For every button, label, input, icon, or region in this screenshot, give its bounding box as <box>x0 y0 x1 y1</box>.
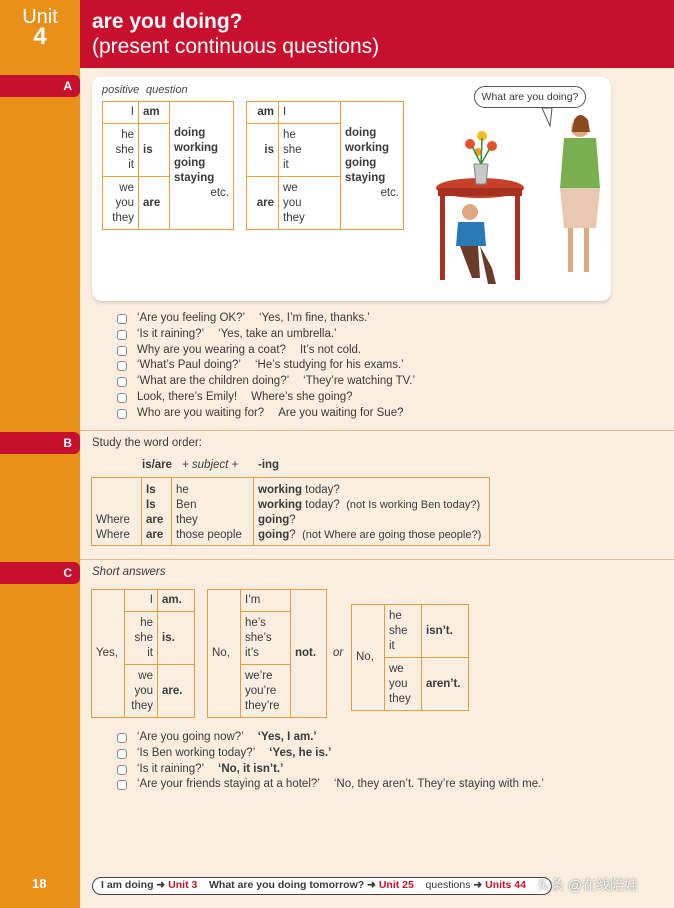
ing-word: going <box>258 529 290 541</box>
section-b-intro: Study the word order: <box>92 437 202 449</box>
checkbox[interactable] <box>117 409 127 419</box>
watermark: 头条 @在线陪娃 <box>536 877 639 893</box>
example-answer: ‘Yes, I’m fine, thanks.’ <box>259 312 370 324</box>
unit-badge <box>0 0 80 68</box>
list-item <box>117 777 544 793</box>
not-cell: not. <box>291 590 327 718</box>
subject-cell <box>385 658 422 711</box>
subject-item: they <box>176 514 198 526</box>
example-answer: ‘No, they aren’t. They’re staying with me.’ <box>333 778 544 791</box>
subject-item: he <box>140 616 153 629</box>
pattern-ing: -ing <box>258 459 280 471</box>
checkbox[interactable] <box>117 780 127 790</box>
wh-cell <box>92 478 142 546</box>
verb-item: staying <box>174 172 215 184</box>
list-item <box>117 746 544 762</box>
subject-cell <box>125 612 158 665</box>
checkbox[interactable] <box>117 749 127 759</box>
subject-cell <box>279 177 341 230</box>
example-answer: ‘He’s studying for his exams.’ <box>255 359 404 372</box>
man-drawing <box>456 204 496 284</box>
rest-text: ? <box>289 514 296 526</box>
contraction-item: we’re <box>245 669 273 682</box>
list-item <box>117 762 544 778</box>
subject-item: he <box>176 484 189 496</box>
section-a-examples <box>117 311 415 422</box>
no-cell: No, <box>352 605 385 711</box>
ing-row <box>258 483 485 498</box>
verb-cell: is <box>139 124 170 177</box>
unit-number: 4 <box>33 23 47 50</box>
pattern-isare: is/are <box>142 459 173 471</box>
page-number: 18 <box>32 876 47 891</box>
section-tab-c: C <box>0 562 80 584</box>
contraction-cell <box>241 665 291 718</box>
checkbox[interactable] <box>117 377 127 387</box>
list-item <box>117 327 415 343</box>
verb-item: working <box>174 142 219 154</box>
checkbox[interactable] <box>117 346 127 356</box>
subject-item: it <box>283 158 289 171</box>
ing-word: going <box>258 514 290 526</box>
subject-cell: I <box>103 102 139 124</box>
checkbox[interactable] <box>117 393 127 403</box>
subject-item: we <box>283 181 298 194</box>
wh-item: Where <box>96 514 130 526</box>
title-bar <box>80 0 674 68</box>
section-c-examples <box>117 730 544 793</box>
subject-cell: I <box>125 590 158 612</box>
subject-item: we <box>138 669 153 682</box>
checkbox[interactable] <box>117 314 127 324</box>
example-question: ‘What’s Paul doing?’ <box>137 359 241 372</box>
ref-link[interactable]: Unit 25 <box>378 879 414 891</box>
subject-cell <box>103 124 139 177</box>
speech-bubble: What are you doing? <box>474 86 586 108</box>
subject-cell: I <box>279 102 341 124</box>
checkbox[interactable] <box>117 765 127 775</box>
example-answer: ‘Yes, he is.’ <box>269 746 332 759</box>
verb-cell: am <box>247 102 279 124</box>
subject-item: she <box>134 631 153 644</box>
contraction-item: it’s <box>245 646 259 659</box>
ref-text: I am doing <box>101 879 154 891</box>
unit-word: Unit <box>22 6 58 28</box>
subject-item: it <box>389 639 395 652</box>
ing-cell <box>254 478 490 546</box>
question-table <box>246 101 404 230</box>
example-answer: ‘Yes, take an umbrella.’ <box>218 327 337 340</box>
ing-row <box>258 528 485 543</box>
no-negative-table <box>351 604 469 711</box>
verb-cell: is <box>247 124 279 177</box>
rest-text: today? <box>305 484 340 496</box>
contraction-item: he’s <box>245 616 266 629</box>
yes-cell: Yes, <box>92 590 125 718</box>
or-label: or <box>333 647 344 659</box>
rest-text: ? <box>289 529 296 541</box>
no-cell: No, <box>208 590 241 718</box>
checkbox[interactable] <box>117 330 127 340</box>
verb-cell: am. <box>158 590 195 612</box>
subject-cell <box>385 605 422 658</box>
subject-item: we <box>389 662 404 675</box>
example-answer: Where’s she going? <box>251 390 353 403</box>
ref-link[interactable]: Units 44 <box>485 879 526 891</box>
ref-link[interactable]: Unit 3 <box>168 879 198 891</box>
question-heading: question <box>146 84 188 96</box>
example-question: ‘What are the children doing?’ <box>137 375 290 388</box>
list-item <box>117 358 415 374</box>
example-question: ‘Is Ben working today?’ <box>137 746 256 759</box>
verb-cell: aren’t. <box>422 658 469 711</box>
verb-item: Is <box>146 484 156 496</box>
ing-word: working <box>258 484 303 496</box>
cross-reference-bar <box>92 877 552 895</box>
contraction-item: you’re <box>245 684 277 697</box>
verb-item: are <box>146 514 164 526</box>
yes-short-answer-table <box>91 589 195 718</box>
checkbox[interactable] <box>117 361 127 371</box>
list-item <box>117 390 415 406</box>
verb-item: are <box>146 529 164 541</box>
verb-cell: isn’t. <box>422 605 469 658</box>
pattern-subject: + subject + <box>182 459 239 471</box>
subject-item: you <box>283 196 302 209</box>
subject-cell <box>125 665 158 718</box>
subject-item: she <box>283 143 302 156</box>
example-question: ‘Are you feeling OK?’ <box>137 312 246 324</box>
arrow-icon: ➜ <box>473 879 483 891</box>
verbs-cell <box>170 102 234 230</box>
subject-item: you <box>134 684 153 697</box>
subject-item: it <box>128 158 134 171</box>
speech-tail <box>542 108 552 126</box>
word-order-table <box>91 477 490 546</box>
subject-item: Ben <box>176 499 197 511</box>
section-divider <box>80 430 674 431</box>
wh-item: Where <box>96 529 130 541</box>
example-answer: ‘They’re watching TV.’ <box>303 375 416 388</box>
verb-cell: are <box>139 177 170 230</box>
verb-item: going <box>345 157 377 169</box>
list-item <box>117 343 415 359</box>
subject-item: it <box>147 646 153 659</box>
subject-item: those people <box>176 529 242 541</box>
left-sidebar <box>0 0 80 908</box>
note-text: (not Where are going those people?) <box>302 529 482 541</box>
subject-item: she <box>389 624 408 637</box>
positive-table <box>102 101 234 230</box>
section-divider <box>80 559 674 560</box>
verb-item: going <box>174 157 206 169</box>
arrow-icon: ➜ <box>367 879 376 891</box>
example-question: ‘Is it raining?’ <box>137 762 205 775</box>
example-question: Why are you wearing a coat? <box>137 343 286 356</box>
etc-label: etc. <box>380 187 399 199</box>
example-answer: ‘No, it isn’t.’ <box>218 762 284 775</box>
subject-item: they <box>131 699 153 712</box>
subject-cell <box>279 124 341 177</box>
example-question: Look, there’s Emily! <box>137 390 238 403</box>
ref-text: questions <box>425 879 471 891</box>
subject-item: she <box>115 143 134 156</box>
etc-label: etc. <box>210 187 229 199</box>
contraction-cell <box>241 612 291 665</box>
subject-item: they <box>389 692 411 705</box>
example-question: ‘Are your friends staying at a hotel?’ <box>137 778 320 791</box>
subject-item: you <box>115 196 134 209</box>
verb-cell: are. <box>158 665 195 718</box>
verb-item: working <box>345 142 390 154</box>
list-item <box>117 374 415 390</box>
verbs-cell <box>341 102 404 230</box>
subject-item: he <box>283 128 296 141</box>
example-answer: Are you waiting for Sue? <box>278 406 404 419</box>
subject-item: he <box>121 128 134 141</box>
section-tab-a: A <box>0 75 80 97</box>
ing-row <box>258 513 485 528</box>
verb-item: Is <box>146 499 156 511</box>
list-item <box>117 730 544 746</box>
example-answer: ‘Yes, I am.’ <box>257 731 317 743</box>
checkbox[interactable] <box>117 733 127 743</box>
page-title: are you doing? <box>92 10 243 33</box>
arrow-icon: ➜ <box>156 879 166 891</box>
verb-cell: am <box>139 102 170 124</box>
subject-item: they <box>112 211 134 224</box>
woman-drawing <box>560 115 600 272</box>
subject-item: we <box>119 181 134 194</box>
section-tab-b: B <box>0 432 80 454</box>
example-question: ‘Are you going now?’ <box>137 731 244 743</box>
subject-item: he <box>389 609 402 622</box>
contraction-cell: I’m <box>241 590 291 612</box>
note-text: (not Is working Ben today?) <box>346 499 481 511</box>
ref-text: What are you doing tomorrow? <box>209 879 365 891</box>
example-question: Who are you waiting for? <box>137 406 265 419</box>
subject-item: you <box>389 677 408 690</box>
list-item <box>117 406 415 422</box>
contraction-item: they’re <box>245 699 280 712</box>
verb-cell: are <box>247 177 279 230</box>
verb-item: doing <box>345 127 377 139</box>
verb-cell: is. <box>158 612 195 665</box>
example-question: ‘Is it raining?’ <box>137 327 205 340</box>
example-answer: It’s not cold. <box>299 343 362 356</box>
subject-cell <box>103 177 139 230</box>
verb-item: doing <box>174 127 206 139</box>
verb-cell <box>142 478 172 546</box>
page-subtitle: (present continuous questions) <box>92 35 380 58</box>
positive-heading: positive <box>102 84 140 96</box>
verb-item: staying <box>345 172 386 184</box>
rest-text: today? <box>305 499 340 511</box>
section-c-intro: Short answers <box>92 566 166 578</box>
ing-row <box>258 498 485 513</box>
subject-item: they <box>283 211 305 224</box>
no-short-answer-table <box>207 589 327 718</box>
contraction-item: she’s <box>245 631 272 644</box>
subject-cell <box>172 478 254 546</box>
list-item <box>117 311 415 327</box>
flower-vase-drawing <box>465 131 497 184</box>
ing-word: working <box>258 499 303 511</box>
illustration <box>430 108 610 298</box>
